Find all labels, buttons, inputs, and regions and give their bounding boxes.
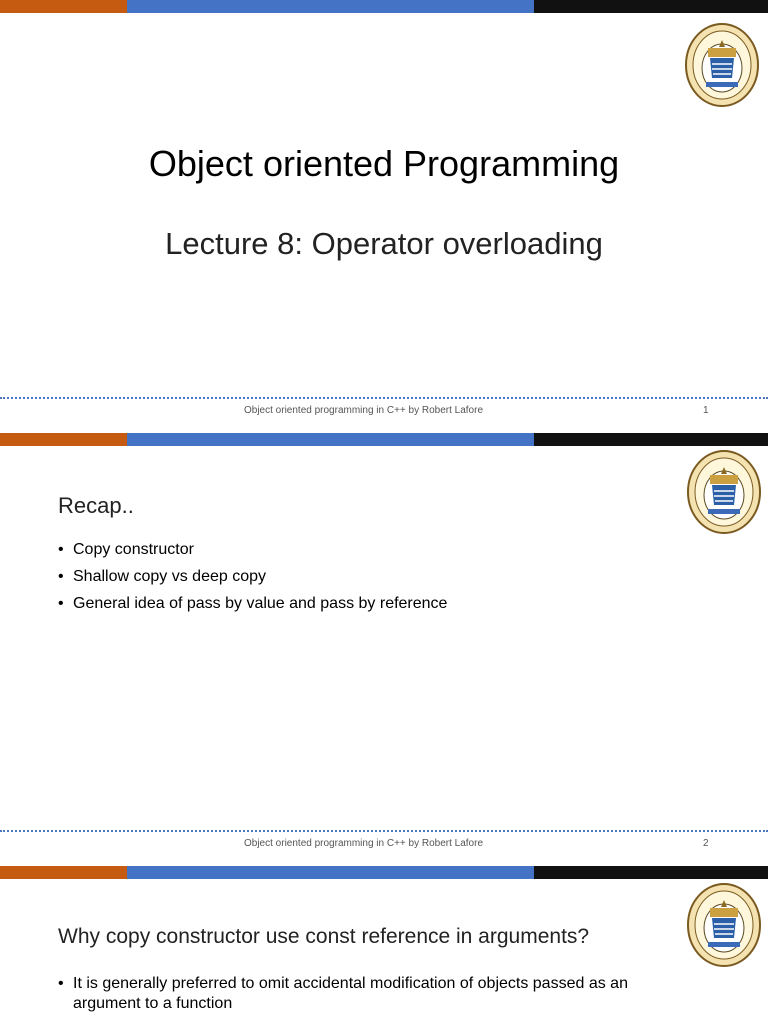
slide-header-bar [0, 433, 768, 446]
list-item: • General idea of pass by value and pass by reference [58, 595, 448, 612]
bullet-dot-icon: • [58, 541, 64, 558]
header-bar-dark [534, 866, 768, 879]
university-seal-icon [686, 449, 762, 535]
list-item: • Shallow copy vs deep copy [58, 568, 266, 585]
footer-text: Object oriented programming in C++ by Robert Lafore [244, 838, 484, 849]
slide-header-bar [0, 866, 768, 879]
header-bar-blue [127, 433, 534, 446]
slide-1 [0, 0, 768, 433]
list-item: • It is generally preferred to omit accidental modification of objects passed as an argument to a function [58, 975, 628, 1012]
slide-subtitle: Lecture 8: Operator overloading [165, 226, 603, 261]
slide-heading: Recap.. [58, 493, 134, 518]
slide-title: Object oriented Programming [148, 143, 620, 184]
university-seal-icon [686, 882, 762, 968]
header-bar-dark [534, 433, 768, 446]
header-bar-blue [127, 0, 534, 13]
bullet-dot-icon: • [58, 975, 64, 992]
bullet-list [58, 974, 698, 1014]
page-number: 2 [703, 838, 709, 849]
header-bar-orange [0, 0, 127, 13]
header-bar-orange [0, 433, 127, 446]
slide-3 [0, 866, 768, 1024]
footer-text: Object oriented programming in C++ by Robert Lafore [244, 405, 484, 416]
slide-heading: Why copy constructor use const reference in arguments? [58, 925, 590, 948]
header-bar-orange [0, 866, 127, 879]
list-item: • Copy constructor [58, 541, 194, 558]
footer-divider [0, 830, 768, 832]
slide-header-bar [0, 0, 768, 13]
header-bar-blue [127, 866, 534, 879]
university-seal-icon [684, 22, 760, 108]
slide-2 [0, 433, 768, 866]
bullet-dot-icon: • [58, 568, 64, 585]
header-bar-dark [534, 0, 768, 13]
page-number: 1 [703, 405, 709, 416]
bullet-list [58, 541, 447, 613]
footer-divider [0, 397, 768, 399]
bullet-dot-icon: • [58, 595, 64, 612]
